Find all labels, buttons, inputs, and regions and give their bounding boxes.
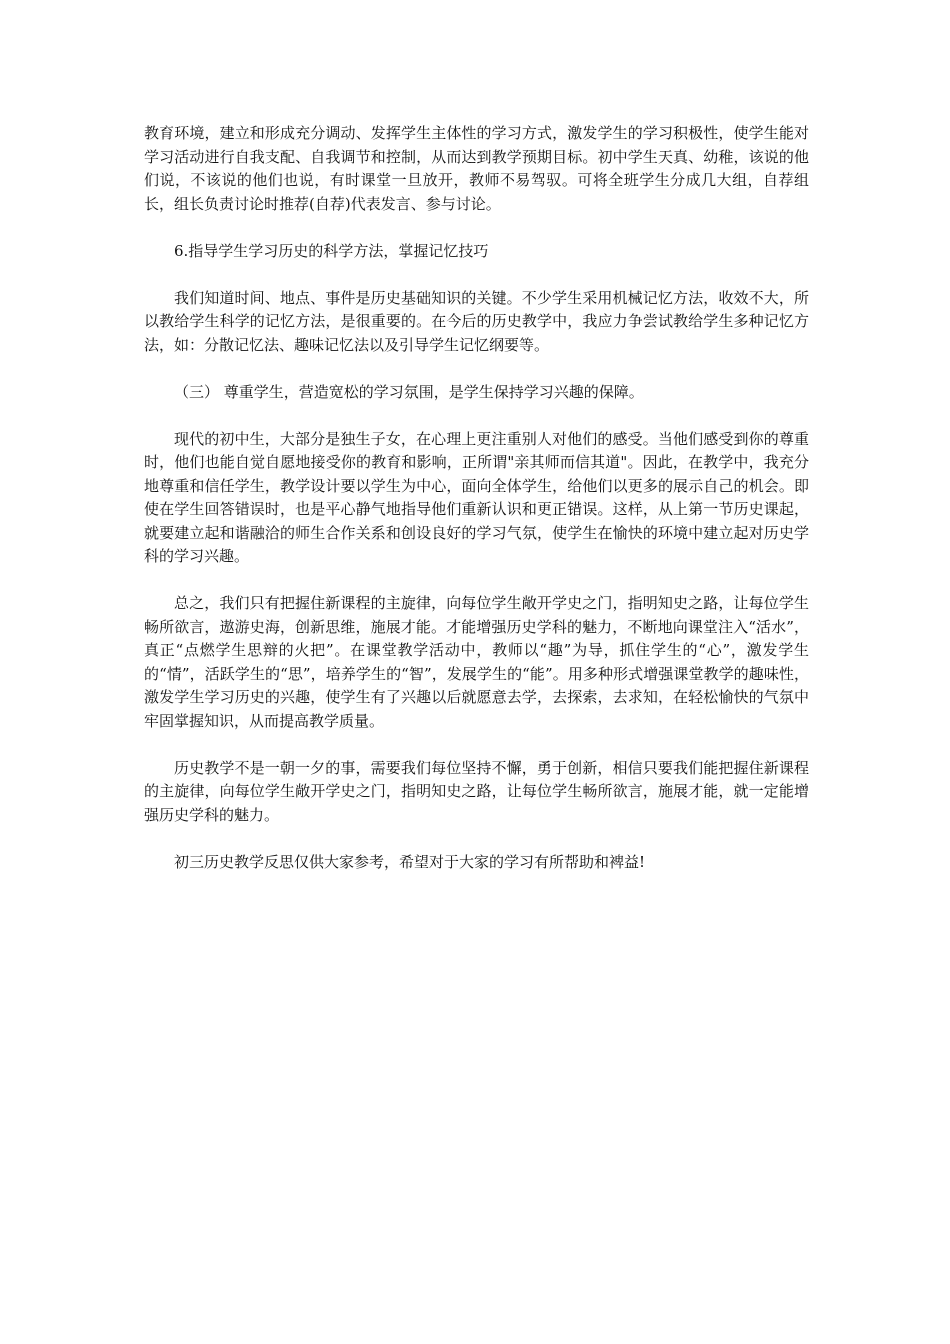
paragraph-respect-students: 现代的初中生，大部分是独生子女，在心理上更注重别人对他们的感受。当他们感受到你的尊重时，他们也能自觉自愿地接受你的教育和影响，正所谓"亲其师而信其道"。因此，在教学中，我充分地尊重和信任学生，教学设计要以学生为中心，面向全体学生，给他们以更多的展示自己的机会。即使在学生回答错误时，也是平心静气地指导他们重新认识和更正错误。这样，从上第一节历史课起，就要建立起和谐融洽的师生合作关系和创设良好的学习气氛，使学生在愉快的环境中建立起对历史学科的学习兴趣。 xyxy=(144,429,809,565)
paragraph-perseverance: 历史教学不是一朝一夕的事，需要我们每位坚持不懈，勇于创新，相信只要我们能把握住新课程的主旋律，向每位学生敞开学史之门，指明知史之路，让每位学生畅所欲言，施展才能，就一定能增强历史学科的魅力。 xyxy=(144,758,809,824)
paragraph-continuation: 教育环境，建立和形成充分调动、发挥学生主体性的学习方式，激发学生的学习积极性，使学生能对学习活动进行自我支配、自我调节和控制，从而达到教学预期目标。初中学生天真、幼稚，该说的他们说，不该说的他们也说，有时课堂一旦放开，教师不易驾驭。可将全班学生分成几大组，自荐组长，组长负责讨论时推荐(自荐)代表发言、参与讨论。 xyxy=(144,124,809,213)
paragraph-summary: 总之，我们只有把握住新课程的主旋律，向每位学生敞开学史之门，指明知史之路，让每位学生畅所欲言，遨游史海，创新思维，施展才能。才能增强历史学科的魅力，不断地向课堂注入“活水”，真正“点燃学生思辩的火把”。在课堂教学活动中，教师以“趣”为导，抓住学生的“心”，激发学生的“情”，活跃学生的“思”，培养学生的“智”，发展学生的“能”。用多种形式增强课堂教学的趣味性，激发学生学习历史的兴趣，使学生有了兴趣以后就愿意去学，去探索，去求知，在轻松愉快的气氛中牢固掌握知识，从而提高教学质量。 xyxy=(144,594,809,730)
paragraph-closing: 初三历史教学反思仅供大家参考，希望对于大家的学习有所帮助和裨益! xyxy=(174,852,646,871)
section-heading-memory-methods: 6.指导学生学习历史的科学方法，掌握记忆技巧 xyxy=(174,241,489,260)
document-page xyxy=(144,122,809,898)
section-heading-respect-students: （三） 尊重学生，营造宽松的学习氛围，是学生保持学习兴趣的保障。 xyxy=(174,382,644,401)
paragraph-memory-methods: 我们知道时间、地点、事件是历史基础知识的关键。不少学生采用机械记忆方法，收效不大，所以教给学生科学的记忆方法，是很重要的。在今后的历史教学中，我应力争尝试教给学生多种记忆方法，如：分散记忆法、趣味记忆法以及引导学生记忆纲要等。 xyxy=(144,288,809,354)
